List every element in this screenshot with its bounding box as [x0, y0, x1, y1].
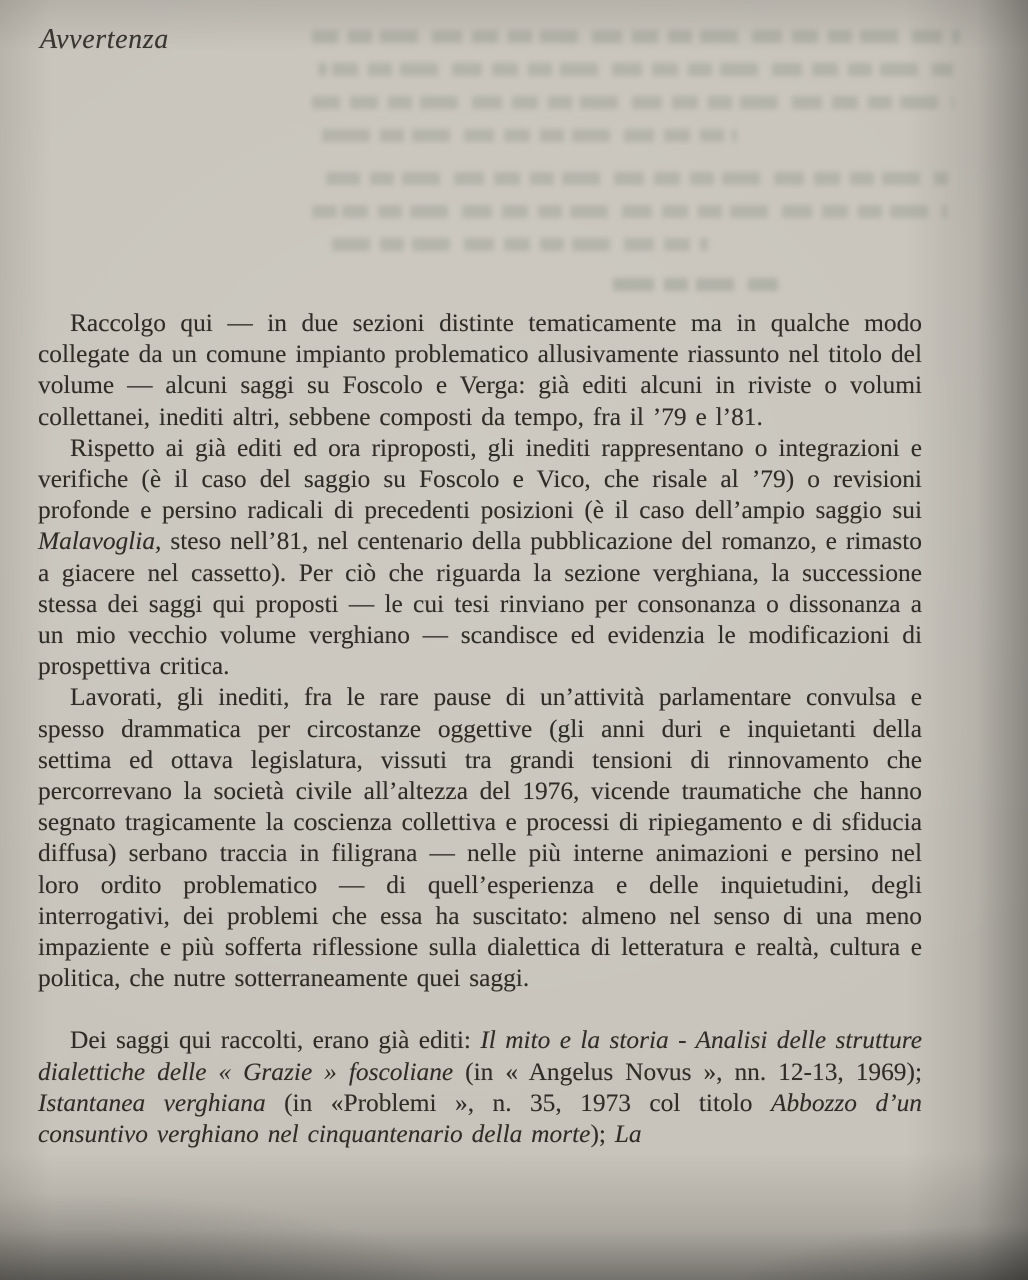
text-run: (in «Problemi », n. 35, 1973 col titolo — [265, 1088, 771, 1117]
italic-text-run: Istantanea verghiana — [38, 1088, 266, 1117]
italic-text-run: La — [614, 1120, 642, 1149]
showthrough-line — [312, 30, 960, 43]
text-run: Raccolgo qui — in due sezioni distinte tematicamente ma in qualche modo collegate da un comune impianto problematico allusivamente riassunto nel titolo del volume — alcuni saggi su Foscolo e Verga: già editi alcuni in riviste o volumi collettanei, inediti altri, sebbene composti da tempo, fra il ’79 e l’81. — [38, 309, 922, 431]
italic-text-run: Malavoglia, — [38, 527, 162, 556]
showthrough-line — [318, 63, 953, 76]
paragraph — [38, 308, 922, 433]
italic-text-run: Il mito e la storia - Analisi delle strutture dialettiche delle « Grazie » foscoliane — [38, 1026, 922, 1086]
showthrough-line — [332, 238, 708, 251]
text-run: Dei saggi qui raccolti, erano già editi: — [70, 1026, 481, 1055]
showthrough-line — [610, 278, 785, 291]
paragraph — [38, 1025, 922, 1150]
showthrough-text — [312, 22, 960, 312]
text-run: (in « Angelus Novus », nn. 12-13, 1969); — [453, 1057, 922, 1086]
body-text — [38, 308, 922, 1150]
page-title: Avvertenza — [40, 24, 169, 55]
paragraph — [38, 433, 922, 683]
showthrough-line — [322, 129, 737, 142]
showthrough-line — [326, 172, 948, 185]
showthrough-line — [312, 96, 954, 109]
text-run: Rispetto ai già editi ed ora riproposti, gli inediti rappresentano o integrazioni e verifiche (è il caso del saggio su Foscolo e Vico, che risale al ’79) o revisioni profonde e persino radicali di precedenti posizioni (è il caso dell’ampio saggio sui — [38, 433, 922, 525]
text-run: steso nell’81, nel centenario della pubblicazione del romanzo, e rimasto a giacere nel cassetto). Per ciò che riguarda la sezione verghiana, la successione stessa dei saggi qui proposti — le cui tesi rinviano per consonanza o dissonanza a un mio vecchio volume verghiano — scandisce ed evidenzia le modificazioni di prospettiva critica. — [38, 527, 922, 681]
text-run: ); — [590, 1120, 615, 1149]
showthrough-line — [312, 205, 947, 218]
italic-text-run: Abbozzo d’un consuntivo verghiano nel cinquantenario della morte — [38, 1088, 922, 1149]
text-run: Lavorati, gli inediti, fra le rare pause di un’attività parlamentare convulsa e spesso drammatica per circostanze oggettive (gli anni duri e inquietanti della settima ed ottava legislatura, vissuti tra grandi tensioni di rinnovamento che percorrevano la società civile all’altezza del 1976, vicende traumatiche che hanno segnato tragicamente la coscienza collettiva e processi di ripiegamento e di sfiducia diffusa) serbano traccia in filigrana — nelle più interne animazioni e persino nel loro ordito problematico — di quell’esperienza e delle inquietudini, degli interrogativi, dei problemi che essa ha suscitato: almeno nel senso di una meno impaziente e più sofferta riflessione sulla dialettica di letteratura e realtà, cultura e politica, che nutre sotterraneamente quei saggi. — [38, 683, 922, 993]
paragraph — [38, 682, 922, 994]
